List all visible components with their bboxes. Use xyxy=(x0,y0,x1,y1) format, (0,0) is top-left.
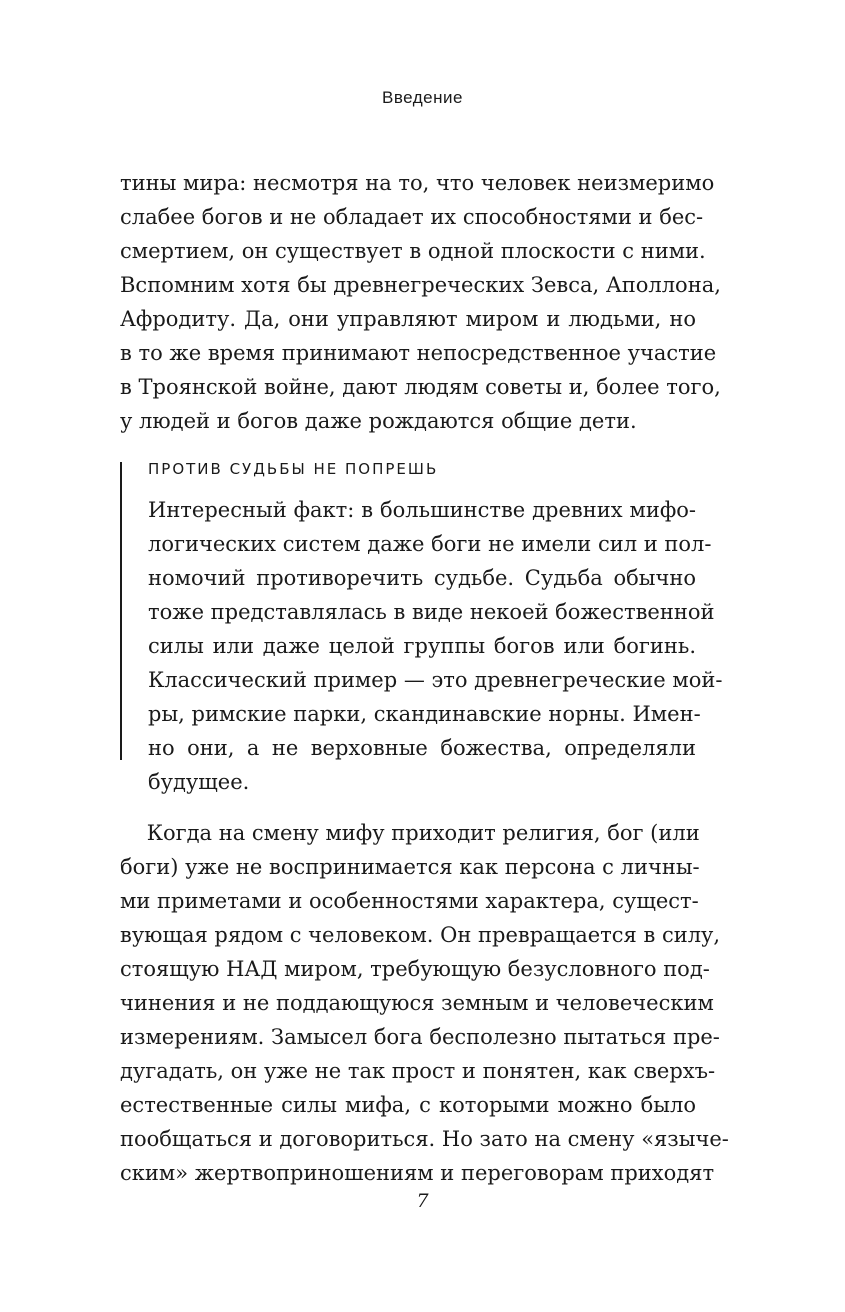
text-line: ским» жертвоприношениям и переговорам приходят xyxy=(120,1161,715,1185)
text-line: слабее богов и не обладает их способностями и бес- xyxy=(120,205,704,229)
text-line: тоже представлялась в виде некоей божественной xyxy=(148,600,715,624)
text-line: номочий противоречить судьбе. Судьба обычно xyxy=(148,566,696,590)
sidebar-body xyxy=(148,493,723,799)
text-line: Классический пример — это древнегреческие мой- xyxy=(148,668,723,692)
text-line: Интересный факт: в большинстве древних мифо- xyxy=(148,498,696,522)
text-line: в Троянской войне, дают людям советы и, более того, xyxy=(120,375,721,399)
text-line: у людей и богов даже рождаются общие дети. xyxy=(120,409,637,433)
body-paragraph-bottom xyxy=(120,816,729,1190)
text-line: стоящую НАД миром, требующую безусловного под- xyxy=(120,957,710,981)
body-paragraph-top xyxy=(120,166,721,438)
text-line: но они, а не верховные божества, определяли xyxy=(148,736,696,760)
text-line: ры, римские парки, скандинавские норны. Имен- xyxy=(148,702,701,726)
text-line: силы или даже целой группы богов или богинь. xyxy=(148,634,696,658)
text-line: будущее. xyxy=(148,770,250,794)
text-line: дугадать, он уже не так прост и понятен, как сверхъ- xyxy=(120,1059,716,1083)
text-line: вующая рядом с человеком. Он превращается в силу, xyxy=(120,923,721,947)
text-line: смертием, он существует в одной плоскости с ними. xyxy=(120,239,706,263)
text-line: тины мира: несмотря на то, что человек неизмеримо xyxy=(120,171,715,195)
sidebar-box xyxy=(120,458,723,794)
text-line: чинения и не поддающуюся земным и человеческим xyxy=(120,991,714,1015)
text-line: Когда на смену мифу приходит религия, бог (или xyxy=(120,821,700,845)
text-line: Вспомним хотя бы древнегреческих Зевса, Аполлона, xyxy=(120,273,721,297)
running-head: Введение xyxy=(382,88,463,107)
text-line: Афродиту. Да, они управляют миром и людьми, но xyxy=(120,307,696,331)
text-line: в то же время принимают непосредственное участие xyxy=(120,341,717,365)
sidebar-title: ПРОТИВ СУДЬБЫ НЕ ПОПРЕШЬ xyxy=(148,460,439,478)
text-line: логических систем даже боги не имели сил и пол- xyxy=(148,532,712,556)
text-line: боги) уже не воспринимается как персона с личны- xyxy=(120,855,700,879)
text-line: естественные силы мифа, с которыми можно было xyxy=(120,1093,696,1117)
text-line: измерениям. Замысел бога бесполезно пытаться пре- xyxy=(120,1025,720,1049)
text-line: ми приметами и особенностями характера, сущест- xyxy=(120,889,699,913)
sidebar-rule xyxy=(120,462,122,760)
page-number: 7 xyxy=(416,1190,429,1212)
text-line: пообщаться и договориться. Но зато на смену «языче- xyxy=(120,1127,729,1151)
